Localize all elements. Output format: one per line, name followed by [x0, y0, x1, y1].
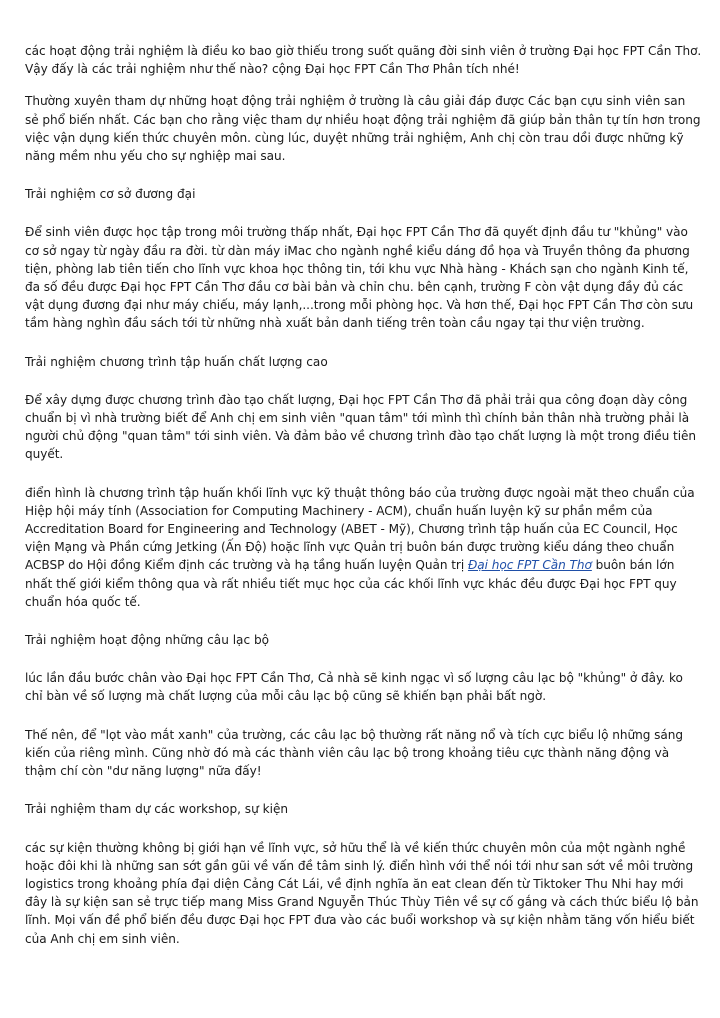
section-heading-facilities: Trải nghiệm cơ sở đương đại	[25, 187, 196, 202]
facilities-paragraph: Để sinh viên được học tập trong môi trường thấp nhất, Đại học FPT Cần Thơ đã quyết định đầu tư "khủng" vào cơ sở ngay từ ngày đầu ra đời. từ dàn máy iMac cho ngành nghề kiểu dáng đồ họa và Truyền thông đa phương tiện, phòng lab tiên tiến cho lĩnh vực khoa học thông tin, tới khu vực Nhà hàng - Khách sạn cho ngành Kinh tế, đa số đều được Đại học FPT Cần Thơ đầu cơ bài bản và chỉn chu. bên cạnh, trường F còn vật dụng đầy đủ các vật dụng đương đại như máy chiếu, máy lạnh,...trong mỗi phòng học. Và hơn thế, Đại học FPT Cần Thơ còn sưu tầm hàng nghìn đầu sách tới từ những nhà xuất bản danh tiếng trên toàn cầu ngay tại thư viện trường.	[25, 225, 694, 331]
training-paragraph: Để xây dựng được chương trình đào tạo chất lượng, Đại học FPT Cần Thơ đã phải trải qua công đoạn dày công chuẩn bị vì nhà trường biết để Anh chị em sinh viên "quan tâm" tới mình thì chính bản thân nhà trường phải là người chủ động "quan tâm" tới sinh viên. Và đảm bảo về chương trình đào tạo chất lượng là một trong điều tiên quyết.	[25, 392, 697, 462]
section-heading-training: Trải nghiệm chương trình tập huấn chất lượng cao	[25, 354, 328, 369]
fpt-can-tho-link[interactable]: Đại học FPT Cần Thơ	[467, 558, 592, 573]
alumni-paragraph: Thường xuyên tham dự những hoạt động trải nghiệm ở trường là câu giải đáp được Các bạn cựu sinh viên san sẻ phổ biến nhất. Các bạn cho rằng việc tham dự nhiều hoạt động trải nghiệm đã giúp bản thân tự tín hơn trong việc vận dụng kiến thức chuyên môn. cùng lúc, duyệt những trải nghiệm, Anh chị còn trau dồi được những kỹ năng mềm nhu yếu cho sự nghiệp mai sau.	[25, 94, 701, 164]
clubs-paragraph: lúc lần đầu bước chân vào Đại học FPT Cần Thơ, Cả nhà sẽ kinh ngạc vì số lượng câu lạc bộ "khủng" ở đây. ko chỉ bàn về số lượng mà chất lượng của mỗi câu lạc bộ cũng sẽ khiến bạn phải bất ngờ.	[25, 671, 683, 704]
accreditation-paragraph	[25, 484, 702, 611]
section-heading-workshops: Trải nghiệm tham dự các workshop, sự kiện	[25, 802, 289, 817]
section-heading-clubs: Trải nghiệm hoạt động những câu lạc bộ	[25, 633, 270, 648]
intro-paragraph: các hoạt động trải nghiệm là điều ko bao giờ thiếu trong suốt quãng đời sinh viên ở trường Đại học FPT Cần Thơ. Vậy đấy là các trải nghiệm như thế nào? cộng Đại học FPT Cần Thơ Phân tích nhé!	[25, 44, 702, 77]
clubs-energy-paragraph: Thế nên, để "lọt vào mắt xanh" của trường, các câu lạc bộ thường rất năng nổ và tích cực biểu lộ những sáng kiến của riêng mình. Cũng nhờ đó mà các thành viên câu lạc bộ trong khoảng tiêu cực thành năng động và thậm chí còn "dư năng lượng" nữa đấy!	[25, 727, 683, 779]
workshops-paragraph: các sự kiện thường không bị giới hạn về lĩnh vực, sở hữu thể là về kiến thức chuyên môn của một ngành nghề hoặc đôi khi là những san sớt gần gũi về vấn đề tâm sinh lý. điển hình với thể nói tới như san sớt về môi trường logistics trong khoảng phía đại diện Cảng Cát Lái, về định nghĩa ăn eat clean đến từ Tiktoker Thu Nhi hay mới đây là sự kiện san sẻ trực tiếp mang Miss Grand Nguyễn Thúc Thùy Tiên về sự cố gắng và cách thức biểu lộ bản lĩnh. Mọi vấn đề phổ biến đều được Đại học FPT đưa vào các buổi workshop và sự kiện nhằm tăng vốn hiểu biết của Anh chị em sinh viên.	[25, 840, 699, 946]
accreditation-text-after: buôn bán lớn nhất thế giới kiểm thông qua và rất nhiều tiết mục học của các khối lĩnh vực khác đều được Đại học FPT quy chuẩn hóa quốc tế.	[25, 558, 677, 609]
accreditation-text-before: điển hình là chương trình tập huấn khối lĩnh vực kỹ thuật thông báo của trường được ngoài mặt theo chuẩn của Hiệp hội máy tính (Association for Computing Machinery - ACM), chuẩn huấn luyện kỹ sư phần mềm của Accreditation Board for Engineering and Technology (ABET - Mỹ), Chương trình tập huấn của EC Council, Học viện Mạng và Phần cứng Jetking (Ấn Độ) hoặc lĩnh vực Quản trị buôn bán được trường kiểu dáng theo chuẩn ACBSP do Hội đồng Kiểm định các trường và hạ tầng huấn luyện Quản trị	[25, 485, 695, 573]
